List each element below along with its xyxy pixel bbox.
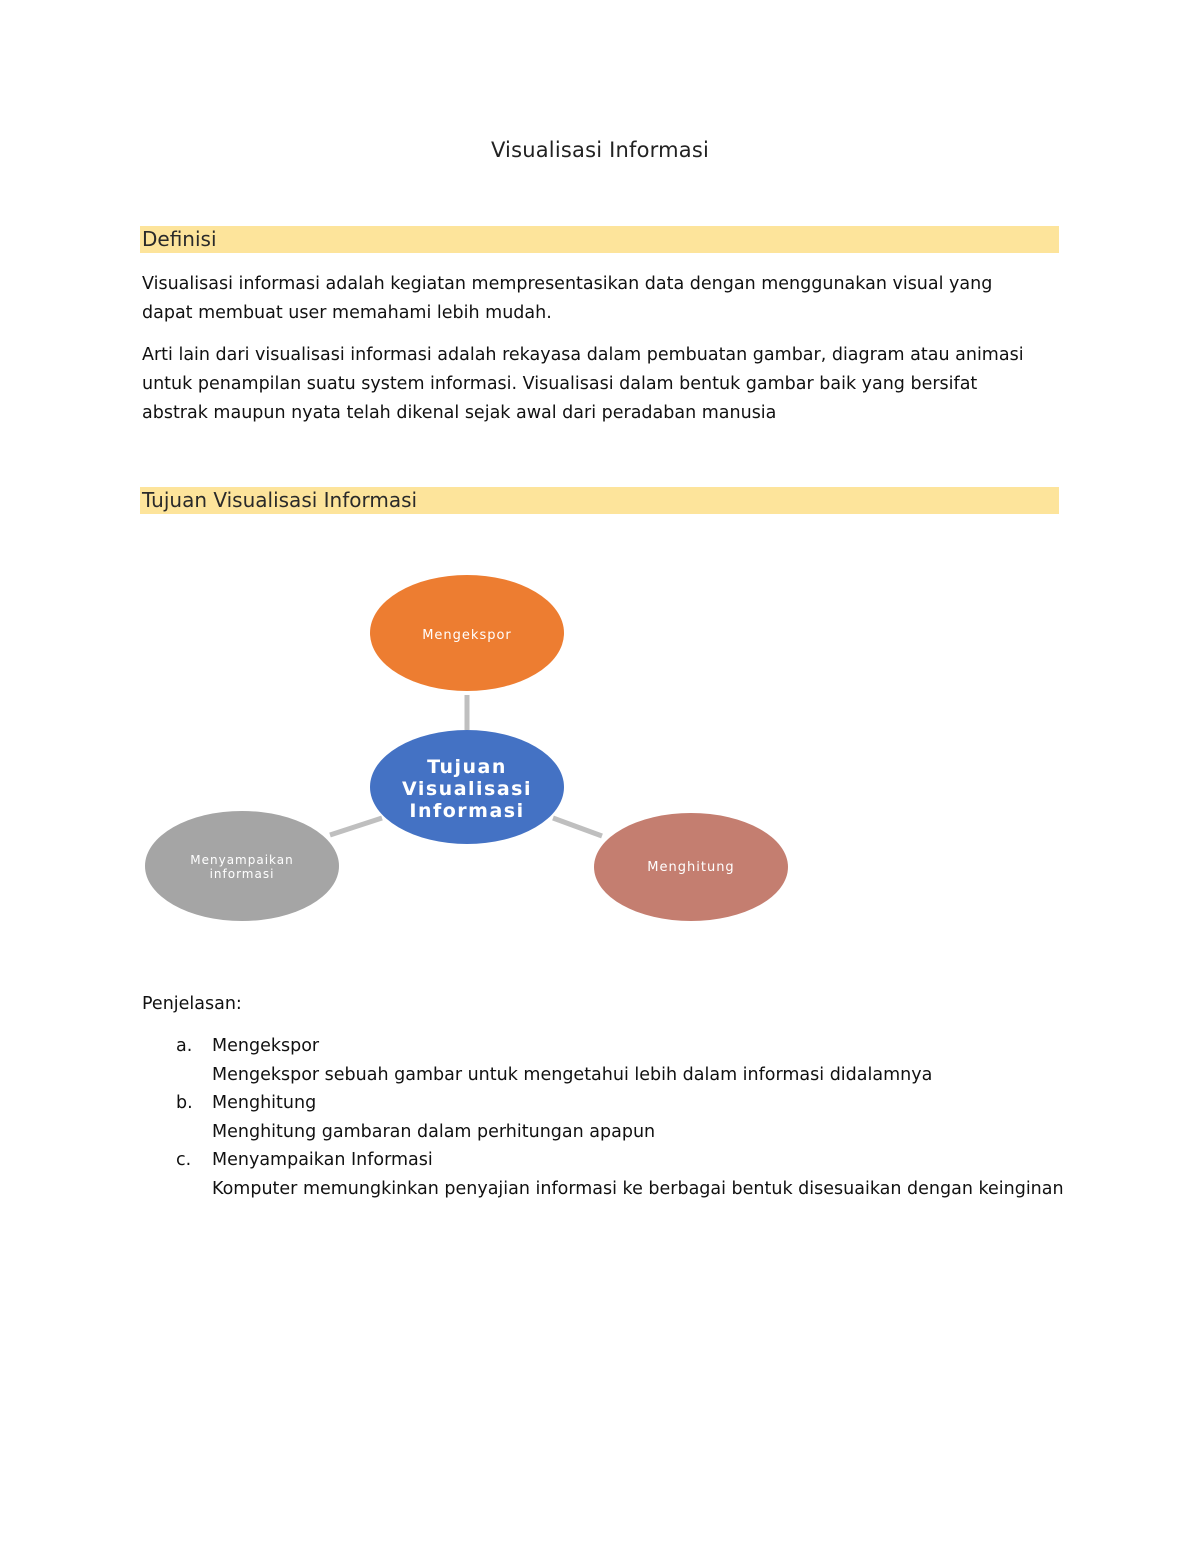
list-marker: c. [176,1150,192,1170]
node-menghitung [594,813,788,921]
node-center-label-line-3: Informasi [409,800,525,822]
heading-definisi: Definisi [140,226,1059,253]
heading-tujuan: Tujuan Visualisasi Informasi [140,487,1059,514]
node-menyampaikan-label-line-1: Menyampaikan [190,853,294,867]
penjelasan-list [176,1032,1076,1203]
connector-left [330,818,382,835]
node-menghitung-label: Menghitung [647,860,735,875]
tujuan-radial-diagram [140,560,820,940]
node-center [370,730,564,844]
list-item-description: Menghitung gambaran dalam perhitungan apapun [212,1121,656,1142]
definisi-paragraph-1: Visualisasi informasi adalah kegiatan mempresentasikan data dengan menggunakan visual yang dapat membuat user memahami lebih mudah. [142,274,993,323]
list-item-title: Menghitung [212,1093,317,1113]
node-mengekspor-label: Mengekspor [422,628,512,643]
node-mengekspor [370,575,564,691]
list-item-description: Mengekspor sebuah gambar untuk mengetahui lebih dalam informasi didalamnya [212,1064,933,1085]
list-item-title: Mengekspor [212,1036,320,1056]
list-marker: a. [176,1036,193,1056]
node-center-label-line-1: Tujuan [427,756,507,778]
node-menyampaikan [145,811,339,921]
list-item-description: Komputer memungkinkan penyajian informasi ke berbagai bentuk disesuaikan dengan keinginan [212,1178,1064,1199]
node-center-label-line-2: Visualisasi [401,778,533,800]
connector-right [553,818,602,836]
list-item [176,1032,1076,1089]
list-marker: b. [176,1093,193,1113]
list-item [176,1089,1076,1146]
list-item-title: Menyampaikan Informasi [212,1150,433,1170]
node-menyampaikan-label-line-2: informasi [209,867,275,881]
document-title: Visualisasi Informasi [490,138,710,162]
list-item [176,1146,1076,1203]
penjelasan-heading: Penjelasan: [142,994,242,1014]
definisi-paragraph-2: Arti lain dari visualisasi informasi adalah rekayasa dalam pembuatan gambar, diagram atau animasi untuk penampilan suatu system informasi. Visualisasi dalam bentuk gambar baik yang bersifat abstrak maupun nyata telah dikenal sejak awal dari peradaban manusia [142,345,1024,423]
